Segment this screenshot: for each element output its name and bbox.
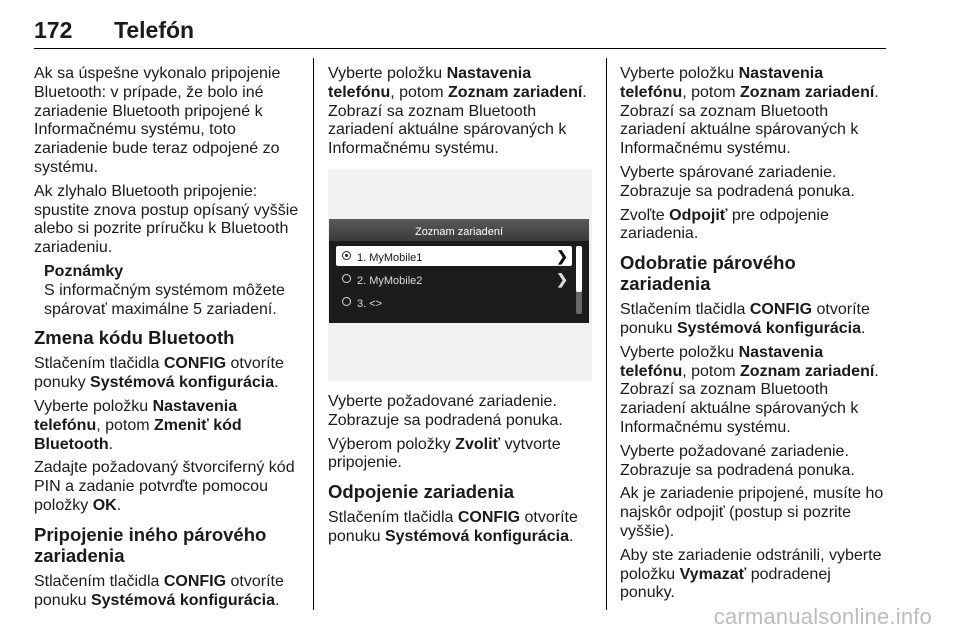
note-box [44,263,304,319]
device-list [336,246,572,315]
paragraph: Ak zlyhalo Bluetooth pripojenie: spustite znova postup opísaný vyššie alebo si pozrite príručku k Bluetooth zariadeniu. [34,182,299,257]
paragraph: Stlačením tlačidla CONFIG otvoríte ponuku Systémová konfigurácia. [34,572,284,609]
device-row [336,269,572,289]
screen-header [329,219,589,241]
section-heading: Odpojenie zariadenia [328,481,515,503]
paragraph: Stlačením tlačidla CONFIG otvoríte ponuky Systémová konfigurácia. [34,355,284,392]
scrollbar [576,246,582,314]
scrollbar-thumb [576,246,582,292]
paragraph: Vyberte položku Nastavenia telefónu, potom Zoznam zariadení. Zobrazí sa zoznam Bluetooth zariadení aktuálne spárovaných k Informačnému systému. [620,65,879,158]
paragraph: Vyberte položku Nastavenia telefónu, potom Zmeniť kód Bluetooth. [34,397,242,453]
chevron-right-icon: ❯ [556,270,568,287]
device-row [336,292,572,312]
device-label: 1. MyMobile1 [357,251,423,264]
column-3 [620,65,890,608]
chevron-right-icon: ❯ [556,247,568,264]
device-label: 3. <> [357,297,383,310]
note-text: S informačným systémom môžete spárovať maximálne 5 zariadení. [44,281,285,318]
page-header [34,8,886,49]
page-number: 172 [34,17,73,43]
paragraph: Vyberte položku Nastavenia telefónu, potom Zoznam zariadení. Zobrazí sa zoznam Bluetooth zariadení aktuálne spárovaných k Informačnému systému. [328,65,587,158]
paragraph: Zadajte požadovaný štvorciferný kód PIN a zadanie potvrďte pomocou položky OK. [34,459,295,514]
radio-selected-icon [342,251,351,260]
radio-empty-icon [342,297,351,306]
paragraph: Ak sa úspešne vykonalo pripojenie Bluetooth: v prípade, že bolo iné zariadenie Bluetooth pripojené k Informačnému systému, toto zariadenie bude teraz odpojené zo systému. [34,65,281,176]
device-row [336,246,572,266]
paragraph: Vyberte spárované zariadenie. Zobrazuje sa podradená ponuka. [620,163,855,200]
paragraph: Ak je zariadenie pripojené, musíte ho najskôr odpojiť (postup si pozrite vyššie). [620,485,884,540]
paragraph: Vyberte požadované zariadenie. Zobrazuje sa podradená ponuka. [620,442,855,479]
paragraph: Výberom položky Zvoliť vytvorte pripojenie. [328,435,561,472]
screen-panel [329,219,589,323]
paragraph: Stlačením tlačidla CONFIG otvoríte ponuku Systémová konfigurácia. [620,301,870,337]
column-2 [328,65,594,552]
device-label: 2. MyMobile2 [357,274,423,287]
watermark: carmanualsonline.info [713,604,932,629]
section-heading: Zmena kódu Bluetooth [34,327,235,349]
paragraph: Vyberte požadované zariadenie. Zobrazuje sa podradená ponuka. [328,392,563,429]
paragraph: Zvoľte Odpojiť pre odpojenie zariadenia. [620,206,829,243]
page-title: Telefón [114,17,195,43]
screen-title: Zoznam zariadení [414,225,504,238]
paragraph: Vyberte položku Nastavenia telefónu, potom Zoznam zariadení. Zobrazí sa zoznam Bluetooth zariadení aktuálne spárovaných k Informačnému systému. [620,343,879,436]
column-1 [34,65,304,615]
paragraph: Stlačením tlačidla CONFIG otvoríte ponuku Systémová konfigurácia. [328,509,578,545]
radio-empty-icon [342,274,351,283]
device-list-screenshot [328,169,592,381]
note-title: Poznámky [44,262,124,280]
section-heading: Odobratie párového zariadenia [620,252,796,295]
paragraph: Aby ste zariadenie odstránili, vyberte položku Vymazať podradenej ponuky. [620,546,882,602]
column-divider [606,58,607,610]
column-divider [313,58,314,610]
section-heading: Pripojenie iného párového zariadenia [34,523,267,566]
